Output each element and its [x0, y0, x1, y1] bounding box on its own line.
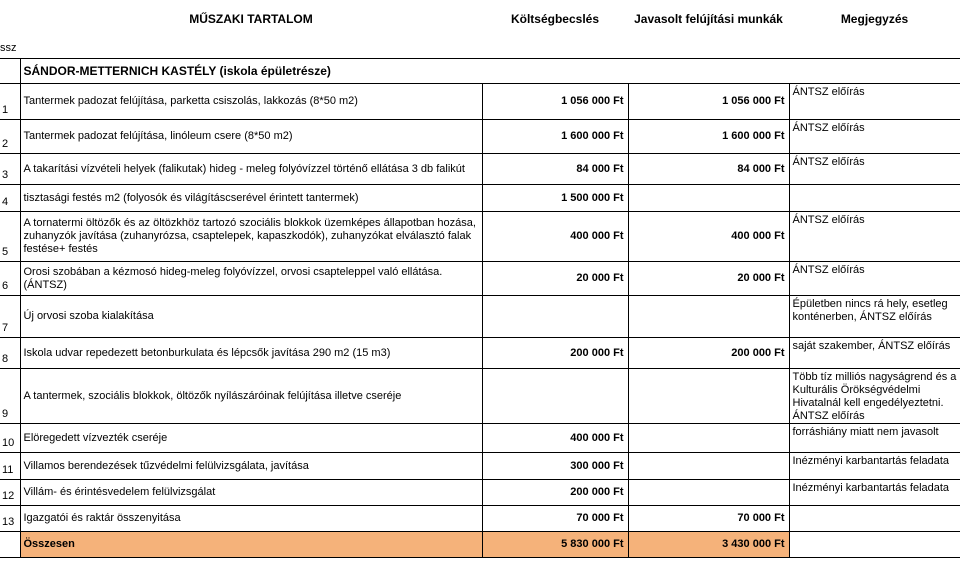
- row-number: 7: [0, 296, 20, 338]
- row-note: [789, 185, 960, 212]
- row-note: Több tíz milliós nagyságrend és a Kulturális Örökségvédelmi Hivatalnál kell engedélyeztetni. ÁNTSZ előírás: [789, 369, 960, 424]
- table-row: [0, 185, 960, 212]
- section-title: SÁNDOR-METTERNICH KASTÉLY (iskola épületrésze): [20, 59, 960, 84]
- row-cost: 200 000 Ft: [482, 480, 628, 506]
- row-proposed: [628, 453, 789, 480]
- row-note: ÁNTSZ előírás: [789, 262, 960, 296]
- row-proposed: [628, 424, 789, 453]
- total-proposed: 3 430 000 Ft: [628, 532, 789, 558]
- table-row: [0, 120, 960, 154]
- row-note: Inézményi karbantartás feladata: [789, 480, 960, 506]
- ssz-label: ssz: [0, 38, 20, 59]
- row-note: ÁNTSZ előírás: [789, 154, 960, 185]
- row-number: 13: [0, 506, 20, 532]
- row-cost: [482, 296, 628, 338]
- table-row: [0, 369, 960, 424]
- row-description: Iskola udvar repedezett betonburkulata és lépcsők javítása 290 m2 (15 m3): [20, 338, 482, 369]
- table-row: [0, 424, 960, 453]
- row-cost: 1 600 000 Ft: [482, 120, 628, 154]
- row-cost: 1 056 000 Ft: [482, 84, 628, 120]
- row-cost: [482, 369, 628, 424]
- row-proposed: 20 000 Ft: [628, 262, 789, 296]
- row-description: A tornatermi öltözők és az öltözkhöz tartozó szociális blokkok üzemképes állapotban hozása, zuhanyzók javítása (zuhanyrózsa, csaptelepek, kapaszkodók), zuhanyzókat elválasztó falak festése+ festés: [20, 212, 482, 262]
- row-proposed: 1 056 000 Ft: [628, 84, 789, 120]
- row-number: 4: [0, 185, 20, 212]
- row-number: 12: [0, 480, 20, 506]
- row-number: 11: [0, 453, 20, 480]
- row-cost: 70 000 Ft: [482, 506, 628, 532]
- row-cost: 400 000 Ft: [482, 212, 628, 262]
- row-description: Villamos berendezések tűzvédelmi felülvizsgálata, javítása: [20, 453, 482, 480]
- row-number: 10: [0, 424, 20, 453]
- table-row: [0, 296, 960, 338]
- header-proposed: Javasolt felújítási munkák: [634, 11, 783, 26]
- header-row: [0, 0, 960, 38]
- row-cost: 300 000 Ft: [482, 453, 628, 480]
- row-number: 1: [0, 84, 20, 120]
- row-description: Igazgatói és raktár összenyitása: [20, 506, 482, 532]
- row-description: tisztasági festés m2 (folyosók és világításcserével érintett tantermek): [20, 185, 482, 212]
- row-proposed: [628, 369, 789, 424]
- row-proposed: [628, 185, 789, 212]
- row-note: ÁNTSZ előírás: [789, 84, 960, 120]
- row-description: Tantermek padozat felújítása, parketta csiszolás, lakkozás (8*50 m2): [20, 84, 482, 120]
- row-description: Villám- és érintésvedelem felülvizsgálat: [20, 480, 482, 506]
- table-row: [0, 480, 960, 506]
- row-cost: 84 000 Ft: [482, 154, 628, 185]
- row-proposed: [628, 296, 789, 338]
- total-cost: 5 830 000 Ft: [482, 532, 628, 558]
- row-cost: 1 500 000 Ft: [482, 185, 628, 212]
- row-description: Orosi szobában a kézmosó hideg-meleg folyóvízzel, orvosi csapteleppel való ellátása. (ÁNTSZ): [20, 262, 482, 296]
- row-note: forráshiány miatt nem javasolt: [789, 424, 960, 453]
- table-row: [0, 212, 960, 262]
- row-note: ÁNTSZ előírás: [789, 120, 960, 154]
- row-proposed: 70 000 Ft: [628, 506, 789, 532]
- row-proposed: 400 000 Ft: [628, 212, 789, 262]
- row-note: saját szakember, ÁNTSZ előírás: [789, 338, 960, 369]
- table-row: [0, 154, 960, 185]
- table-row: [0, 84, 960, 120]
- header-title: MŰSZAKI TARTALOM: [189, 11, 313, 26]
- row-number: 5: [0, 212, 20, 262]
- total-row: [0, 532, 960, 558]
- section-row: [0, 59, 960, 84]
- table-row: [0, 453, 960, 480]
- table-row: [0, 338, 960, 369]
- row-number: 6: [0, 262, 20, 296]
- row-note: ÁNTSZ előírás: [789, 212, 960, 262]
- row-description: Elöregedett vízvezték cseréje: [20, 424, 482, 453]
- total-label: Összesen: [20, 532, 482, 558]
- row-note: Épületben nincs rá hely, esetleg konténerben, ÁNTSZ előírás: [789, 296, 960, 338]
- row-note: Inézményi karbantartás feladata: [789, 453, 960, 480]
- row-number: 9: [0, 369, 20, 424]
- row-proposed: [628, 480, 789, 506]
- row-description: Új orvosi szoba kialakítása: [20, 296, 482, 338]
- row-cost: 200 000 Ft: [482, 338, 628, 369]
- row-cost: 400 000 Ft: [482, 424, 628, 453]
- row-proposed: 1 600 000 Ft: [628, 120, 789, 154]
- row-cost: 20 000 Ft: [482, 262, 628, 296]
- row-description: A tantermek, szociális blokkok, öltözők nyílászáróinak felújítása illetve cseréje: [20, 369, 482, 424]
- header-notes: Megjegyzés: [840, 11, 909, 26]
- row-proposed: 200 000 Ft: [628, 338, 789, 369]
- row-proposed: 84 000 Ft: [628, 154, 789, 185]
- row-description: Tantermek padozat felújítása, linóleum csere (8*50 m2): [20, 120, 482, 154]
- table-row: [0, 262, 960, 296]
- row-number: 8: [0, 338, 20, 369]
- ssz-row: [0, 38, 960, 59]
- table-row: [0, 506, 960, 532]
- row-note: [789, 506, 960, 532]
- row-description: A takarítási vízvételi helyek (falikutak) hideg - meleg folyóvízzel történő ellátása 3 db falikút: [20, 154, 482, 185]
- header-cost: Költségbecslés: [510, 11, 600, 26]
- row-number: 2: [0, 120, 20, 154]
- row-number: 3: [0, 154, 20, 185]
